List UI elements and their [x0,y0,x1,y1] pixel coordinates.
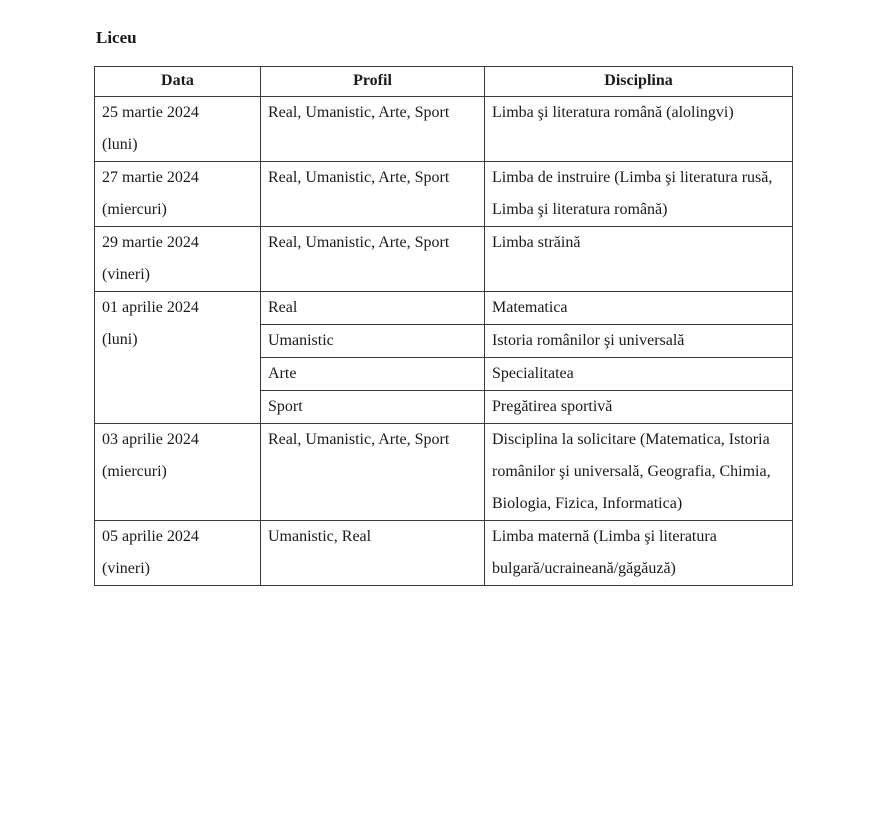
profile-cell: Arte [261,358,485,391]
column-header-profile: Profil [261,67,485,97]
profile-cell: Real, Umanistic, Arte, Sport [261,227,485,292]
exam-date: 01 aprilie 2024 [102,299,199,316]
exam-weekday: (luni) [102,331,138,348]
date-cell [95,424,261,521]
exam-date: 05 aprilie 2024 [102,528,199,545]
exam-weekday: (vineri) [102,266,150,283]
table-row [95,424,793,521]
table-row [95,292,793,325]
exam-date: 03 aprilie 2024 [102,431,199,448]
discipline-cell: Limba străină [485,227,793,292]
column-header-date: Data [95,67,261,97]
profile-cell: Real, Umanistic, Arte, Sport [261,97,485,162]
date-cell [95,292,261,424]
date-cell [95,97,261,162]
exam-schedule-table [94,66,793,586]
exam-weekday: (miercuri) [102,201,167,218]
profile-cell: Real, Umanistic, Arte, Sport [261,424,485,521]
discipline-cell: Specialitatea [485,358,793,391]
discipline-cell: Limba maternă (Limba şi literatura bulgară/ucraineană/găgăuză) [485,521,793,586]
discipline-cell: Matematica [485,292,793,325]
table-header-row [95,67,793,97]
exam-date: 27 martie 2024 [102,169,199,186]
date-cell [95,162,261,227]
discipline-cell: Limba de instruire (Limba şi literatura rusă, Limba şi literatura română) [485,162,793,227]
column-header-discipline: Disciplina [485,67,793,97]
exam-date: 29 martie 2024 [102,234,199,251]
profile-cell: Real, Umanistic, Arte, Sport [261,162,485,227]
profile-cell: Umanistic, Real [261,521,485,586]
discipline-cell: Pregătirea sportivă [485,391,793,424]
profile-cell: Real [261,292,485,325]
exam-date: 25 martie 2024 [102,104,199,121]
exam-weekday: (luni) [102,136,138,153]
discipline-cell: Disciplina la solicitare (Matematica, Istoria românilor şi universală, Geografia, Chimia, Biologia, Fizica, Informatica) [485,424,793,521]
table-row [95,162,793,227]
section-heading: Liceu [96,28,137,47]
profile-cell: Sport [261,391,485,424]
discipline-cell: Istoria românilor şi universală [485,325,793,358]
discipline-cell: Limba şi literatura română (alolingvi) [485,97,793,162]
exam-weekday: (vineri) [102,560,150,577]
date-cell [95,227,261,292]
profile-cell: Umanistic [261,325,485,358]
date-cell [95,521,261,586]
table-row [95,227,793,292]
table-row [95,97,793,162]
exam-weekday: (miercuri) [102,463,167,480]
table-row [95,521,793,586]
